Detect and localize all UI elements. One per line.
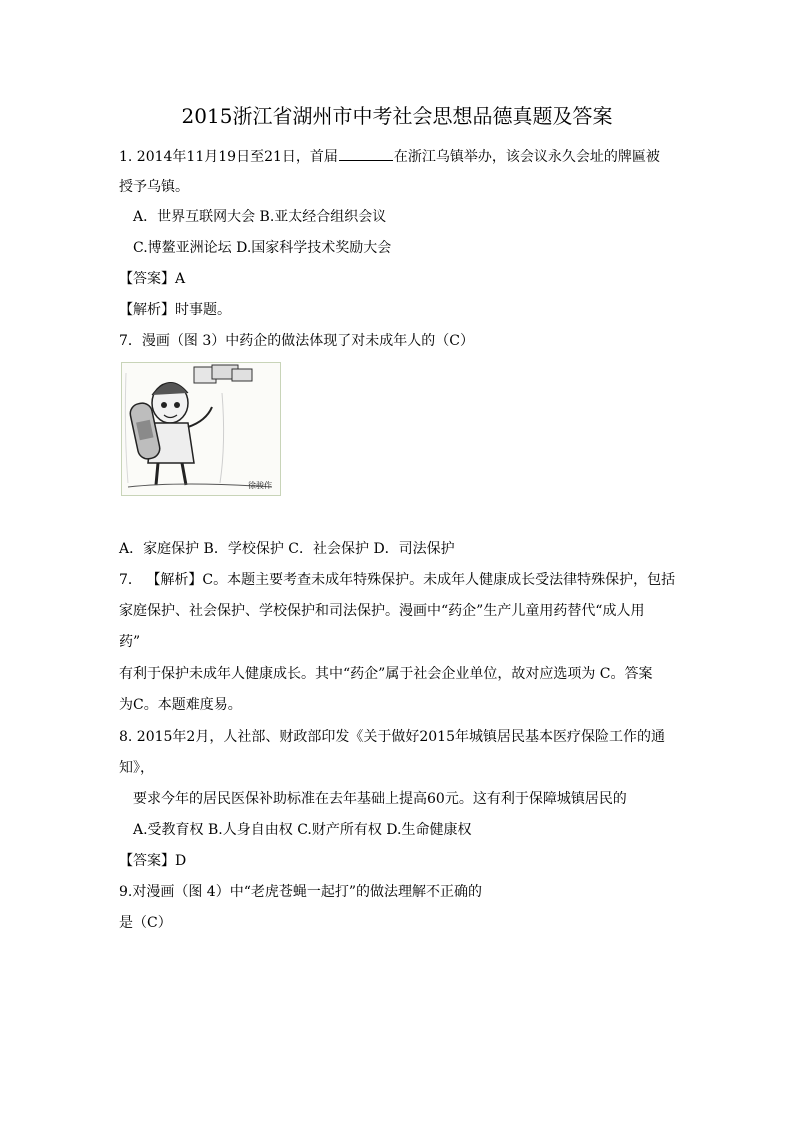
q9-line2: 是（C）	[119, 915, 172, 931]
q8-options: A.受教育权 B.人身自由权 C.财产所有权 D.生命健康权	[133, 822, 472, 838]
q1-text-b: 在浙江乌镇举办，该会议永久会址的牌匾被	[393, 149, 660, 165]
q8-line1: 8. 2015年2月，人社部、财政部印发《关于做好2015年城镇居民基本医疗保险工作的通	[119, 729, 665, 745]
q7-options: A．家庭保护 B．学校保护 C．社会保护 D．司法保护	[119, 541, 455, 557]
q8-line3: 要求今年的居民医保补助标准在去年基础上提高60元。这有利于保障城镇居民的	[133, 791, 627, 807]
q7-analysis-line5: 为C。本题难度易。	[119, 697, 242, 713]
q1-text-a: 1. 2014年11月19日至21日，首届	[119, 149, 338, 165]
q8-line2: 知》，	[119, 760, 154, 776]
comic-illustration	[122, 363, 280, 495]
q1-answer: 【答案】A	[119, 271, 186, 287]
comic-figure-3	[121, 362, 281, 496]
q1-analysis: 【解析】时事题。	[119, 302, 231, 318]
q1-blank	[339, 146, 393, 161]
q7-analysis-line2: 家庭保护、社会保护、学校保护和司法保护。漫画中“药企”生产儿童用药替代“成人用	[119, 603, 645, 619]
q1-line2: 授予乌镇。	[119, 179, 189, 195]
q8-answer: 【答案】D	[119, 853, 187, 869]
q7-analysis-line1: 7． 【解析】C。本题主要考查未成年特殊保护。未成年人健康成长受法律特殊保护，包括	[119, 572, 676, 588]
q1-options-cd: C.博鳌亚洲论坛 D.国家科学技术奖励大会	[133, 240, 392, 256]
q1-options-ab: A．世界互联网大会 B.亚太经合组织会议	[133, 209, 387, 225]
q7-question: 7．漫画（图 3）中药企的做法体现了对未成年人的（C）	[119, 333, 474, 349]
q7-analysis-line4: 有利于保护未成年人健康成长。其中“药企”属于社会企业单位，故对应选项为 C。答案	[119, 666, 653, 682]
comic-signature: 徐骏作	[248, 481, 272, 490]
page-title: 2015浙江省湖州市中考社会思想品德真题及答案	[181, 104, 613, 128]
q9-line1: 9.对漫画（图 4）中“老虎苍蝇一起打”的做法理解不正确的	[119, 884, 483, 900]
q7-analysis-line3: 药”	[119, 634, 141, 650]
q1-line1	[119, 146, 660, 167]
